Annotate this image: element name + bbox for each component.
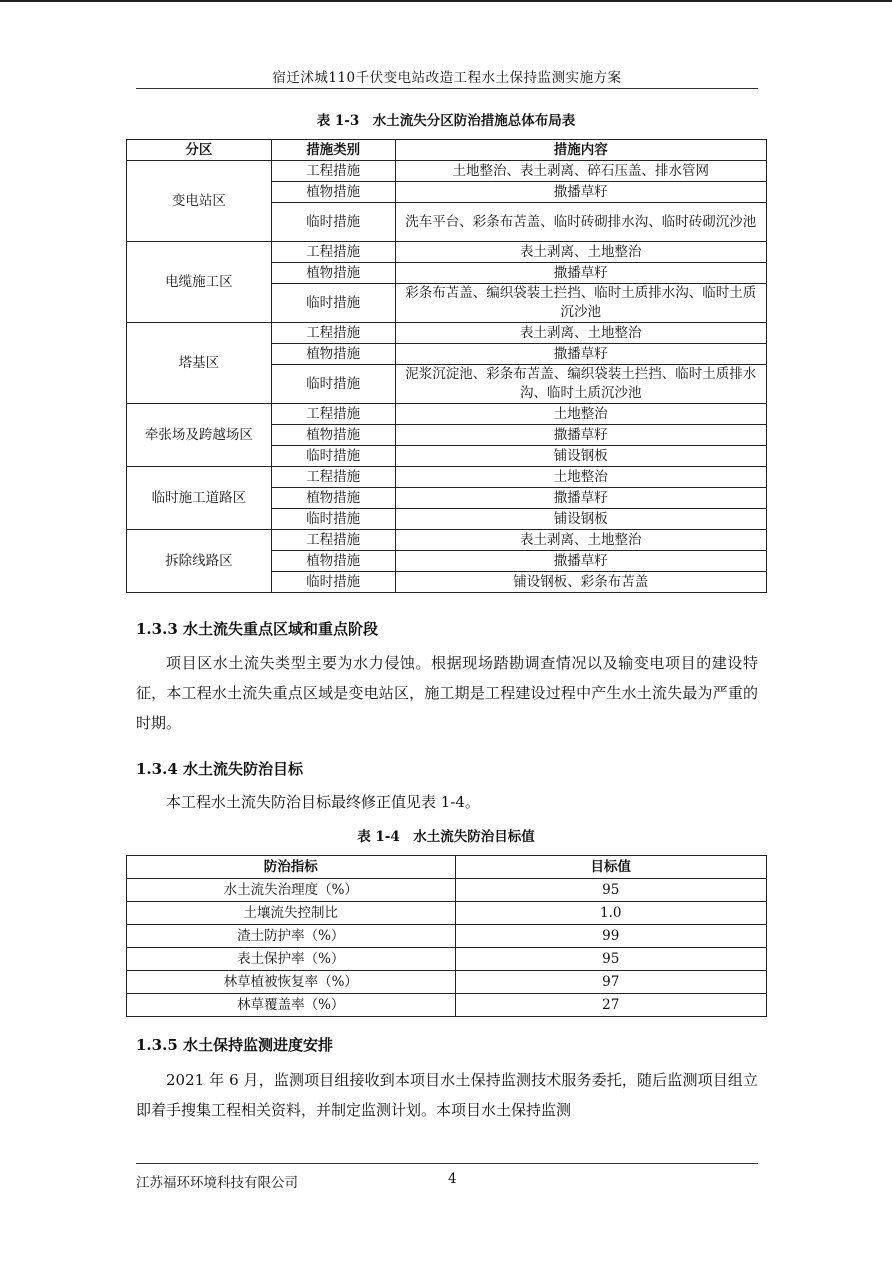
indicator-cell: 土壤流失控制比 — [127, 902, 456, 925]
table-header-row — [127, 856, 767, 879]
measure-type-cell: 临时措施 — [271, 509, 395, 530]
measure-type-cell: 工程措施 — [271, 404, 395, 425]
indicator-cell: 林草覆盖率（%） — [127, 994, 456, 1017]
measure-type-cell: 工程措施 — [271, 467, 395, 488]
measure-content-cell: 铺设钢板、彩条布苫盖 — [395, 572, 766, 593]
table-row — [127, 994, 767, 1017]
table-row — [127, 404, 767, 425]
indicator-cell: 水土流失治理度（%） — [127, 879, 456, 902]
table-1-4 — [126, 855, 767, 1017]
measure-type-cell: 临时措施 — [271, 446, 395, 467]
footer-rule — [136, 1163, 758, 1164]
table-row — [127, 948, 767, 971]
header-zone: 分区 — [127, 140, 272, 161]
table-row — [127, 925, 767, 948]
measure-content-cell: 土地整治 — [395, 467, 766, 488]
zone-cell: 变电站区 — [127, 161, 272, 242]
measure-content-cell: 洗车平台、彩条布苫盖、临时砖砌排水沟、临时砖砌沉沙池 — [395, 203, 766, 242]
table-1-3 — [126, 139, 767, 593]
zone-cell: 塔基区 — [127, 323, 272, 404]
section-1-3-4-paragraph: 本工程水土流失防治目标最终修正值见表 1-4。 — [166, 793, 480, 811]
table-row — [127, 242, 767, 263]
page-header: 宿迁沭城110千伏变电站改造工程水土保持监测实施方案 — [272, 70, 622, 86]
measure-type-cell: 工程措施 — [271, 323, 395, 344]
target-value-cell: 1.0 — [455, 902, 767, 925]
header-content: 措施内容 — [395, 140, 766, 161]
section-1-3-3-paragraph: 项目区水土流失类型主要为水力侵蚀。根据现场踏勘调查情况以及输变电项目的建设特征，本工程水土流失重点区域是变电站区，施工期是工程建设过程中产生水土流失最为严重的时期。 — [136, 654, 758, 732]
zone-cell: 牵张场及跨越场区 — [127, 404, 272, 467]
section-1-3-5-heading: 1.3.5 水土保持监测进度安排 — [136, 1036, 333, 1054]
measure-type-cell: 临时措施 — [271, 203, 395, 242]
measure-content-cell: 撒播草籽 — [395, 551, 766, 572]
measure-content-cell: 撒播草籽 — [395, 344, 766, 365]
table-1-4-caption: 表 1-4 水土流失防治目标值 — [357, 829, 535, 845]
zone-cell: 电缆施工区 — [127, 242, 272, 323]
measure-type-cell: 临时措施 — [271, 572, 395, 593]
measure-content-cell: 铺设钢板 — [395, 509, 766, 530]
indicator-cell: 渣土防护率（%） — [127, 925, 456, 948]
zone-cell: 拆除线路区 — [127, 530, 272, 593]
table-row — [127, 467, 767, 488]
measure-type-cell: 植物措施 — [271, 344, 395, 365]
measure-type-cell: 植物措施 — [271, 425, 395, 446]
target-value-cell: 95 — [455, 879, 767, 902]
measure-content-cell: 铺设钢板 — [395, 446, 766, 467]
target-value-cell: 97 — [455, 971, 767, 994]
measure-type-cell: 植物措施 — [271, 263, 395, 284]
table-1-4-body — [127, 879, 767, 1017]
measure-type-cell: 工程措施 — [271, 242, 395, 263]
table-row — [127, 530, 767, 551]
section-1-3-4-body — [136, 787, 758, 817]
table-1-3-caption: 表 1-3 水土流失分区防治措施总体布局表 — [316, 113, 576, 129]
measure-content-cell: 表土剥离、土地整治 — [395, 323, 766, 344]
measure-content-cell: 土地整治 — [395, 404, 766, 425]
measure-type-cell: 工程措施 — [271, 530, 395, 551]
section-1-3-5-body — [136, 1065, 758, 1125]
table-row — [127, 902, 767, 925]
header-target: 目标值 — [455, 856, 767, 879]
header-rule — [136, 88, 758, 89]
measure-content-cell: 撒播草籽 — [395, 425, 766, 446]
table-row — [127, 879, 767, 902]
measure-type-cell: 植物措施 — [271, 182, 395, 203]
measure-content-cell: 撒播草籽 — [395, 182, 766, 203]
target-value-cell: 27 — [455, 994, 767, 1017]
measure-content-cell: 彩条布苫盖、编织袋装土拦挡、临时土质排水沟、临时土质沉沙池 — [395, 284, 766, 323]
measure-type-cell: 植物措施 — [271, 551, 395, 572]
measure-content-cell: 表土剥离、土地整治 — [395, 530, 766, 551]
measure-content-cell: 泥浆沉淀池、彩条布苫盖、编织袋装土拦挡、临时土质排水沟、临时土质沉沙池 — [395, 365, 766, 404]
indicator-cell: 表土保护率（%） — [127, 948, 456, 971]
target-value-cell: 99 — [455, 925, 767, 948]
top-border — [0, 0, 892, 2]
table-row — [127, 971, 767, 994]
target-value-cell: 95 — [455, 948, 767, 971]
measure-type-cell: 植物措施 — [271, 488, 395, 509]
measure-content-cell: 表土剥离、土地整治 — [395, 242, 766, 263]
table-1-3-body — [127, 161, 767, 593]
measure-content-cell: 撒播草籽 — [395, 263, 766, 284]
measure-type-cell: 工程措施 — [271, 161, 395, 182]
table-row — [127, 323, 767, 344]
measure-type-cell: 临时措施 — [271, 365, 395, 404]
section-1-3-4-heading: 1.3.4 水土流失防治目标 — [136, 760, 303, 778]
zone-cell: 临时施工道路区 — [127, 467, 272, 530]
table-row — [127, 161, 767, 182]
measure-content-cell: 土地整治、表土剥离、碎石压盖、排水管网 — [395, 161, 766, 182]
section-1-3-3-heading: 1.3.3 水土流失重点区域和重点阶段 — [136, 620, 378, 638]
footer-company: 江苏福环环境科技有限公司 — [136, 1175, 298, 1191]
header-type: 措施类别 — [271, 140, 395, 161]
page-number: 4 — [448, 1171, 457, 1187]
section-1-3-5-paragraph: 2021 年 6 月，监测项目组接收到本项目水土保持监测技术服务委托，随后监测项目组立即着手搜集工程相关资料，并制定监测计划。本项目水土保持监测 — [136, 1071, 758, 1119]
header-indicator: 防治指标 — [127, 856, 456, 879]
table-header-row — [127, 140, 767, 161]
measure-content-cell: 撒播草籽 — [395, 488, 766, 509]
section-1-3-3-body — [136, 648, 758, 738]
indicator-cell: 林草植被恢复率（%） — [127, 971, 456, 994]
measure-type-cell: 临时措施 — [271, 284, 395, 323]
